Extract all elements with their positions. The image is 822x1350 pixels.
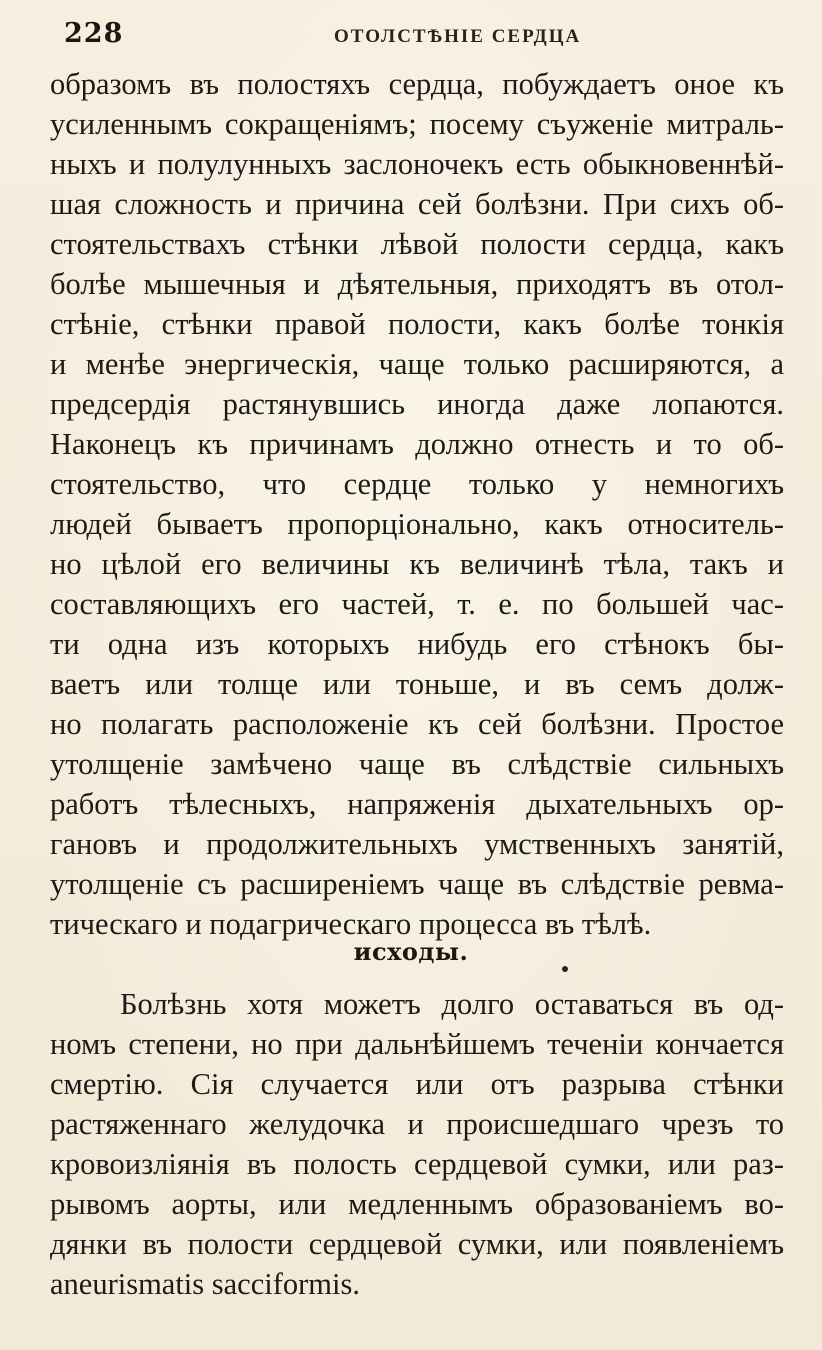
section-heading-outcomes: исходы. [353, 937, 469, 966]
page-header [64, 18, 772, 58]
text-line: рывомъ аорты, или медленнымъ образованіемъ во- [50, 1187, 784, 1221]
text-line: предсердія растянувшись иногда даже лопаются. [50, 387, 784, 421]
text-line: стѣніе, стѣнки правой полости, какъ болѣе тонкія [50, 307, 784, 341]
text-line: номъ степени, но при дальнѣйшемъ теченіи кончается [50, 1027, 784, 1061]
paragraph-outcomes [50, 984, 784, 1304]
text-line: растяженнаго желудочка и происшедшаго чрезъ то [50, 1107, 784, 1141]
text-line: утолщеніе съ расширеніемъ чаще въ слѣдствіе ревма- [50, 867, 784, 901]
text-line: утолщеніе замѣчено чаще въ слѣдствіе сильныхъ [50, 747, 784, 781]
running-title: ОТОЛСТѢНІЕ СЕРДЦА [334, 26, 582, 47]
text-line: дянки въ полости сердцевой сумки, или появленіемъ [50, 1227, 784, 1261]
text-line: ти одна изъ которыхъ нибудь его стѣнокъ бы- [50, 627, 784, 661]
text-line: болѣе мышечныя и дѣятельныя, приходятъ въ отол- [50, 267, 784, 301]
text-line: работъ тѣлесныхъ, напряженія дыхательныхъ ор- [50, 787, 784, 821]
text-line: составляющихъ его частей, т. е. по большей час- [50, 587, 784, 621]
text-line: кровоизліянія въ полость сердцевой сумки, или раз- [50, 1147, 784, 1181]
text-line: aneurismatis sacciformis. [50, 1267, 360, 1301]
text-line: шая сложность и причина сей болѣзни. При сихъ об- [50, 187, 784, 221]
text-line: и менѣе энергическія, чаще только расширяются, а [50, 347, 784, 381]
text-line: ваетъ или толще или тоньше, и въ семъ долж- [50, 667, 784, 701]
text-line: образомъ въ полостяхъ сердца, побуждаетъ оное къ [50, 67, 784, 101]
paragraph-causes [50, 64, 784, 944]
text-line: тическаго и подагрическаго процесса въ тѣлѣ. [50, 907, 652, 941]
text-line: но полагать расположеніе къ сей болѣзни. Простое [50, 707, 784, 741]
text-line: но цѣлой его величины къ величинѣ тѣла, такъ и [50, 547, 784, 581]
ink-speck [562, 966, 568, 972]
text-line: ныхъ и полулунныхъ заслоночекъ есть обыкновеннѣй- [50, 147, 784, 181]
text-line: Наконецъ къ причинамъ должно отнесть и то об- [50, 427, 784, 461]
text-line: усиленнымъ сокращеніямъ; посему съуженіе митраль- [50, 107, 784, 141]
text-line: гановъ и продолжительныхъ умственныхъ занятій, [50, 827, 784, 861]
text-line: людей бываетъ пропорціонально, какъ относитель- [50, 507, 784, 541]
text-line: стоятельство, что сердце только у немногихъ [50, 467, 784, 501]
page-number: 228 [64, 18, 124, 49]
text-line: стоятельствахъ стѣнки лѣвой полости сердца, какъ [50, 227, 784, 261]
text-line: смертію. Сія случается или отъ разрыва стѣнки [50, 1067, 784, 1101]
text-line: Болѣзнь хотя можетъ долго оставаться въ од- [120, 987, 784, 1021]
